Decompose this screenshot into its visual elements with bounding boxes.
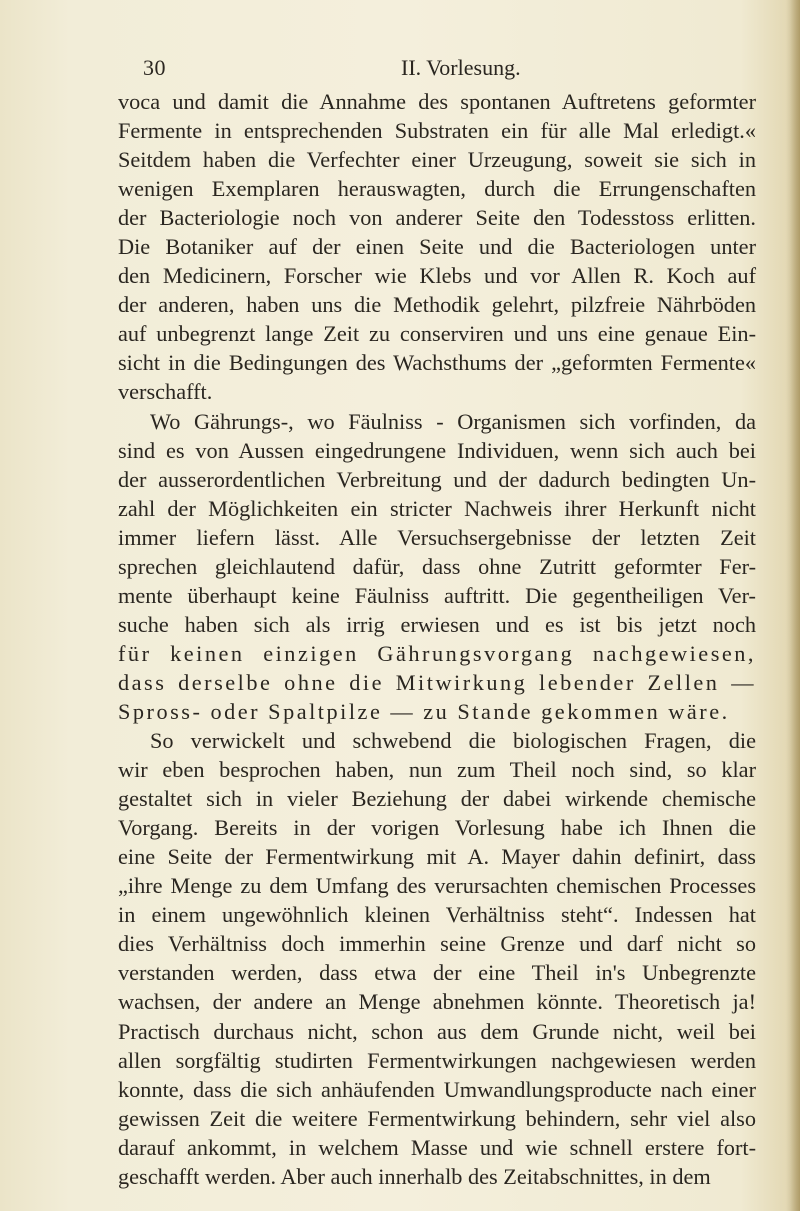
paragraph-3 <box>118 726 756 1191</box>
page-number: 30 <box>143 55 166 80</box>
text-line: den Medicinern, Forscher wie Klebs und vor Allen R. Koch auf <box>118 263 756 289</box>
text-line: darauf ankommt, in welchem Masse und wie schnell erstere fort- <box>118 1134 756 1160</box>
text-line: verschafft. <box>118 379 213 405</box>
paragraph-2 <box>118 407 756 727</box>
text-line: voca und damit die Annahme des spontanen Auftretens geformter <box>118 89 756 114</box>
text-line: sind es von Aussen eingedrungene Individuen, wenn sich auch bei <box>118 437 756 463</box>
page-header <box>118 55 754 85</box>
text-line: gewissen Zeit die weitere Fermentwirkung behindern, sehr viel also <box>118 1105 756 1131</box>
text-line: eine Seite der Fermentwirkung mit A. Mayer dahin definirt, dass <box>118 844 756 870</box>
text-line: „ihre Menge zu dem Umfang des verursachten chemischen Processes <box>118 873 756 899</box>
page-edge-shadow <box>786 0 800 1211</box>
text-line: der anderen, haben uns die Methodik gelehrt, pilzfreie Nährböden <box>118 292 756 318</box>
text-line: immer liefern lässt. Alle Versuchsergebnisse der letzten Zeit <box>118 524 756 550</box>
text-line: suche haben sich als irrig erwiesen und es ist bis jetzt noch <box>118 611 756 637</box>
text-line: Fermente in entsprechenden Substraten ein für alle Mal erledigt.« <box>118 118 756 144</box>
text-line: Spross- oder Spaltpilze — zu Stande gekommen wäre. <box>118 698 730 724</box>
text-line: gestaltet sich in vieler Beziehung der dabei wirkende chemische <box>118 786 756 812</box>
text-line: allen sorgfältig studirten Fermentwirkungen nachgewiesen werden <box>118 1047 756 1073</box>
text-line: der ausserordentlichen Verbreitung und der dadurch bedingten Un- <box>118 466 756 492</box>
running-head: II. Vorlesung. <box>401 55 521 80</box>
body-text <box>118 87 756 1191</box>
text-line: sicht in die Bedingungen des Wachsthums der „geformten Fermente« <box>118 350 756 376</box>
text-line: auf unbegrenzt lange Zeit zu conserviren und uns eine genaue Ein- <box>118 321 756 347</box>
text-line: wenigen Exemplaren herauswagten, durch die Errungenschaften <box>118 176 756 202</box>
paragraph-1 <box>118 87 756 407</box>
text-line: Seitdem haben die Verfechter einer Urzeugung, soweit sie sich in <box>118 147 756 173</box>
text-line: in einem ungewöhnlich kleinen Verhältniss steht“. Indessen hat <box>118 902 756 928</box>
text-line: für keinen einzigen Gährungsvorgang nachgewiesen, <box>118 640 756 666</box>
text-line: mente überhaupt keine Fäulniss auftritt. Die gegentheiligen Ver- <box>118 582 756 608</box>
text-line: der Bacteriologie noch von anderer Seite den Todesstoss erlitten. <box>118 205 756 231</box>
text-line: verstanden werden, dass etwa der eine Theil in's Unbegrenzte <box>118 960 756 986</box>
text-line: geschafft werden. Aber auch innerhalb des Zeitabschnittes, in dem <box>118 1163 711 1189</box>
text-line: So verwickelt und schwebend die biologischen Fragen, die <box>150 728 756 754</box>
text-line: konnte, dass die sich anhäufenden Umwandlungsproducte nach einer <box>118 1076 756 1102</box>
text-line: sprechen gleichlautend dafür, dass ohne Zutritt geformter Fer- <box>118 553 756 579</box>
text-line: Vorgang. Bereits in der vorigen Vorlesung habe ich Ihnen die <box>118 815 756 841</box>
text-line: wachsen, der andere an Menge abnehmen könnte. Theoretisch ja! <box>118 989 756 1015</box>
text-line: Practisch durchaus nicht, schon aus dem Grunde nicht, weil bei <box>118 1018 756 1044</box>
text-line: Wo Gährungs-, wo Fäulniss - Organismen sich vorfinden, da <box>150 408 756 434</box>
text-line: zahl der Möglichkeiten ein stricter Nachweis ihrer Herkunft nicht <box>118 495 756 521</box>
text-line: wir eben besprochen haben, nun zum Theil noch sind, so klar <box>118 757 756 783</box>
text-line: Die Botaniker auf der einen Seite und die Bacteriologen unter <box>118 234 756 260</box>
text-line: dass derselbe ohne die Mitwirkung lebender Zellen — <box>118 669 756 695</box>
text-line: dies Verhältniss doch immerhin seine Grenze und darf nicht so <box>118 931 756 957</box>
